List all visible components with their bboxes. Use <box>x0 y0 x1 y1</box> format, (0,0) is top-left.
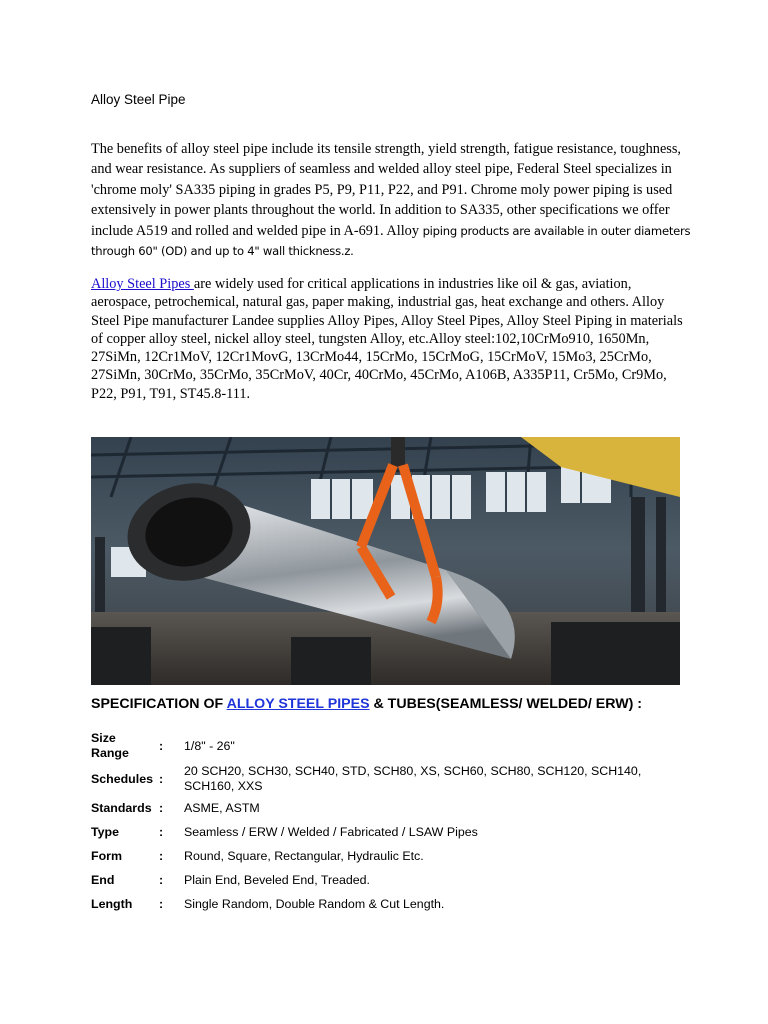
alloy-steel-pipes-link[interactable]: Alloy Steel Pipes <box>91 276 194 292</box>
spec-table <box>91 730 691 916</box>
applications-text: are widely used for critical applications in industries like oil & gas, aviation, aerospace, petrochemical, natural gas, paper making, industrial gas, heat exchange and others. Alloy Steel Pipe manufacturer Landee supplies Alloy Pipes, Alloy Steel Pipes, Alloy Steel Piping in materials of copper alloy steel, nickel alloy steel, tungsten Alloy, etc.Alloy steel:102,10CrMo910, 1650Mn, 27SiMn, 12Cr1MoV, 12Cr1MovG, 13CrMo44, 15CrMo, 15CrMoG, 15CrMoV, 15Mo3, 25CrMo, 27SiMn, 30CrMo, 35CrMo, 35CrMoV, 40Cr, 40CrMo, 45CrMo, A106B, A335P11, Cr5Mo, Cr9Mo, P22, P91, T91, ST45.8-111. <box>91 276 683 402</box>
page-heading: Alloy Steel Pipe <box>91 92 186 107</box>
spec-title <box>91 695 651 713</box>
spec-label-type: Type <box>91 824 119 839</box>
spec-row-size <box>91 730 691 762</box>
spec-title-prefix: SPECIFICATION OF <box>91 696 227 712</box>
spec-label-standards: Standards <box>91 800 152 815</box>
spec-label <box>91 730 159 762</box>
spec-value-length: Single Random, Double Random & Cut Length. <box>184 896 445 911</box>
spec-value-type: Seamless / ERW / Welded / Fabricated / LSAW Pipes <box>184 824 478 839</box>
intro-text: The benefits of alloy steel pipe include its tensile strength, yield strength, fatigue resistance, toughness, and wear resistance. As suppliers of seamless and welded alloy steel pipe, Federal Steel specializes in 'chrome moly' SA335 piping in grades P5, P9, P11, P22, and P91. Chrome moly power piping is used extensively in power plants throughout the world. In addition to SA335, other specifications we offer include A519 and rolled and welded pipe in A-691. Alloy <box>91 141 681 239</box>
spec-label-form: Form <box>91 848 122 863</box>
spec-colon: : <box>159 825 164 839</box>
alloy-steel-pipes-spec-link[interactable]: ALLOY STEEL PIPES <box>226 696 370 712</box>
spec-colon: : <box>159 801 164 815</box>
spec-colon: : <box>159 873 164 887</box>
spec-value-standards: ASME, ASTM <box>184 800 260 815</box>
spec-label-size: Size Range <box>91 731 129 760</box>
spec-value-schedules: 20 SCH20, SCH30, SCH40, STD, SCH80, XS, SCH60, SCH80, SCH120, SCH140, SCH160, XXS <box>184 764 642 793</box>
spec-label-end: End <box>91 872 115 887</box>
applications-paragraph <box>91 275 691 403</box>
pipe-lifting-photo <box>91 437 680 685</box>
spec-value-end: Plain End, Beveled End, Treaded. <box>184 872 370 887</box>
spec-value-size: 1/8" - 26" <box>184 738 235 753</box>
spec-label-schedules: Schedules <box>91 771 153 786</box>
spec-colon: : <box>159 739 164 753</box>
spec-row-form <box>91 844 691 868</box>
spec-row-schedules <box>91 762 691 796</box>
spec-row-standards <box>91 796 691 820</box>
spec-row-type <box>91 820 691 844</box>
spec-value-form: Round, Square, Rectangular, Hydraulic Etc. <box>184 848 424 863</box>
spec-colon: : <box>159 772 164 786</box>
spec-row-length <box>91 892 691 916</box>
intro-paragraph <box>91 139 691 261</box>
spec-title-suffix: & TUBES(SEAMLESS/ WELDED/ ERW) : <box>369 696 643 712</box>
spec-row-end <box>91 868 691 892</box>
spec-colon: : <box>159 849 164 863</box>
spec-colon: : <box>159 897 164 911</box>
intro-text-tail: piping products are available in outer diameters through 60" (OD) and up to 4" wall thickness.z. <box>91 223 691 259</box>
spec-label-length: Length <box>91 896 133 911</box>
